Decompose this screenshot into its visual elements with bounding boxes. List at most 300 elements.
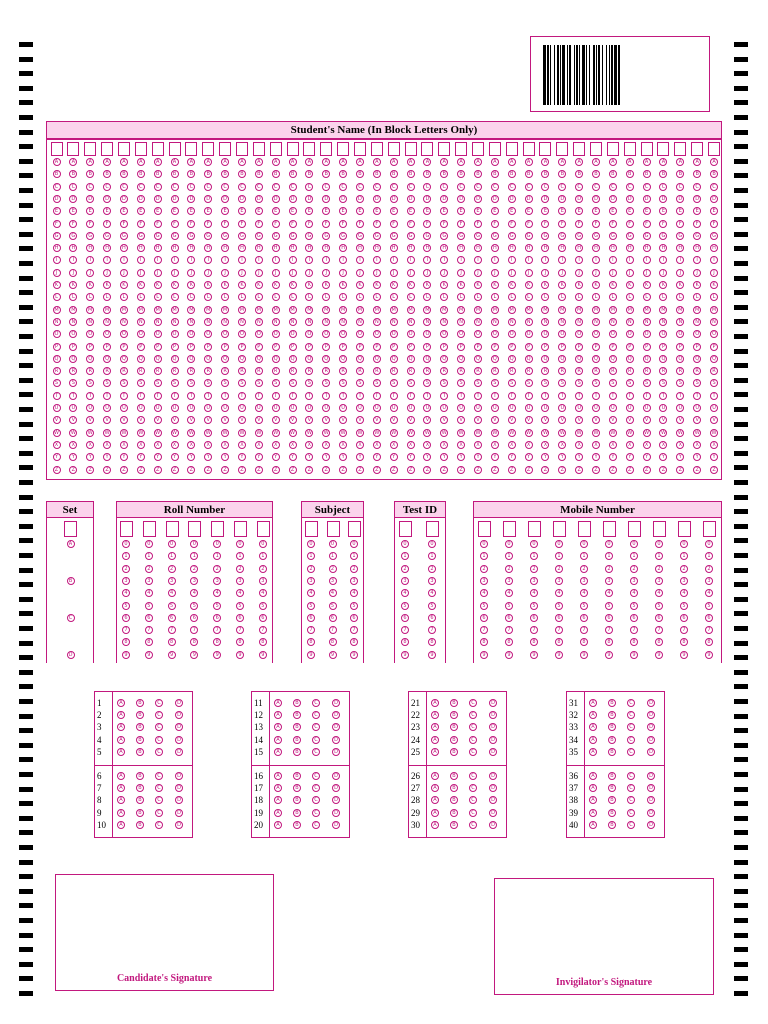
answer-bubble-c[interactable]: C [155, 772, 163, 780]
name-bubble-t[interactable]: T [457, 392, 465, 400]
mobile-number-bubble-4[interactable]: 4 [480, 589, 488, 597]
name-bubble-k[interactable]: K [373, 281, 381, 289]
name-bubble-k[interactable]: K [339, 281, 347, 289]
name-bubble-o[interactable]: O [491, 330, 499, 338]
name-bubble-e[interactable]: E [609, 207, 617, 215]
mobile-number-bubble-0[interactable]: 0 [530, 540, 538, 548]
name-bubble-z[interactable]: Z [187, 466, 195, 474]
name-bubble-l[interactable]: L [289, 293, 297, 301]
mobile-number-bubble-9[interactable]: 9 [705, 651, 713, 659]
name-bubble-b[interactable]: B [457, 170, 465, 178]
answer-bubble-d[interactable]: D [175, 809, 183, 817]
name-bubble-i[interactable]: I [659, 256, 667, 264]
name-bubble-u[interactable]: U [86, 404, 94, 412]
name-bubble-f[interactable]: F [289, 220, 297, 228]
name-bubble-i[interactable]: I [457, 256, 465, 264]
name-bubble-v[interactable]: V [103, 416, 111, 424]
name-bubble-q[interactable]: Q [693, 355, 701, 363]
mobile-number-bubble-4[interactable]: 4 [630, 589, 638, 597]
name-bubble-a[interactable]: A [339, 158, 347, 166]
name-write-box[interactable] [573, 142, 585, 156]
name-bubble-s[interactable]: S [474, 379, 482, 387]
name-bubble-f[interactable]: F [69, 220, 77, 228]
name-bubble-x[interactable]: X [272, 441, 280, 449]
name-bubble-p[interactable]: P [491, 343, 499, 351]
mobile-number-bubble-3[interactable]: 3 [505, 577, 513, 585]
name-bubble-g[interactable]: G [238, 232, 246, 240]
name-bubble-v[interactable]: V [120, 416, 128, 424]
name-bubble-x[interactable]: X [53, 441, 61, 449]
subject-bubble-9[interactable]: 9 [350, 651, 358, 659]
name-bubble-w[interactable]: W [340, 429, 346, 436]
name-bubble-w[interactable]: W [54, 429, 59, 436]
name-bubble-b[interactable]: B [390, 170, 398, 178]
name-bubble-a[interactable]: A [86, 158, 94, 166]
name-bubble-p[interactable]: P [221, 343, 229, 351]
name-bubble-a[interactable]: A [440, 158, 448, 166]
name-bubble-y[interactable]: Y [187, 453, 195, 461]
name-bubble-s[interactable]: S [575, 379, 583, 387]
answer-bubble-a[interactable]: A [274, 736, 282, 744]
answer-bubble-b[interactable]: B [608, 711, 616, 719]
name-bubble-v[interactable]: V [693, 416, 701, 424]
name-bubble-b[interactable]: B [171, 170, 179, 178]
answer-bubble-d[interactable]: D [332, 736, 340, 744]
name-bubble-d[interactable]: D [171, 195, 179, 203]
name-bubble-c[interactable]: C [525, 183, 533, 191]
name-bubble-o[interactable]: O [541, 330, 549, 338]
answer-bubble-a[interactable]: A [117, 699, 125, 707]
name-bubble-u[interactable]: U [171, 404, 179, 412]
name-bubble-h[interactable]: H [693, 244, 701, 252]
answer-bubble-a[interactable]: A [274, 772, 282, 780]
name-bubble-d[interactable]: D [440, 195, 448, 203]
name-bubble-h[interactable]: H [171, 244, 179, 252]
roll-number-bubble-2[interactable]: 2 [145, 565, 153, 573]
name-bubble-o[interactable]: O [120, 330, 128, 338]
name-bubble-x[interactable]: X [356, 441, 364, 449]
name-bubble-y[interactable]: Y [221, 453, 229, 461]
answer-bubble-b[interactable]: B [136, 711, 144, 719]
name-bubble-t[interactable]: T [204, 392, 212, 400]
name-bubble-v[interactable]: V [356, 416, 364, 424]
answer-bubble-c[interactable]: C [627, 723, 635, 731]
name-bubble-d[interactable]: D [575, 195, 583, 203]
name-bubble-b[interactable]: B [693, 170, 701, 178]
roll-number-bubble-6[interactable]: 6 [190, 614, 198, 622]
answer-bubble-b[interactable]: B [450, 796, 458, 804]
mobile-number-bubble-9[interactable]: 9 [605, 651, 613, 659]
name-bubble-q[interactable]: Q [676, 355, 684, 363]
mobile-number-bubble-5[interactable]: 5 [580, 602, 588, 610]
name-write-box[interactable] [388, 142, 400, 156]
name-bubble-d[interactable]: D [710, 195, 718, 203]
name-bubble-h[interactable]: H [53, 244, 61, 252]
name-bubble-v[interactable]: V [575, 416, 583, 424]
subject-bubble-2[interactable]: 2 [350, 565, 358, 573]
name-bubble-y[interactable]: Y [339, 453, 347, 461]
name-bubble-x[interactable]: X [693, 441, 701, 449]
name-bubble-j[interactable]: J [137, 269, 145, 277]
test-id-bubble-5[interactable]: 5 [428, 602, 436, 610]
name-bubble-r[interactable]: R [693, 367, 701, 375]
name-bubble-e[interactable]: E [541, 207, 549, 215]
mobile-number-bubble-5[interactable]: 5 [505, 602, 513, 610]
name-bubble-f[interactable]: F [322, 220, 330, 228]
name-bubble-r[interactable]: R [103, 367, 111, 375]
name-bubble-q[interactable]: Q [356, 355, 364, 363]
name-bubble-m[interactable]: M [324, 306, 329, 313]
name-bubble-o[interactable]: O [457, 330, 465, 338]
name-bubble-d[interactable]: D [643, 195, 651, 203]
roll-number-bubble-2[interactable]: 2 [213, 565, 221, 573]
name-bubble-h[interactable]: H [575, 244, 583, 252]
name-bubble-f[interactable]: F [710, 220, 718, 228]
name-bubble-a[interactable]: A [390, 158, 398, 166]
name-bubble-y[interactable]: Y [305, 453, 313, 461]
name-bubble-a[interactable]: A [305, 158, 313, 166]
name-bubble-u[interactable]: U [592, 404, 600, 412]
name-bubble-j[interactable]: J [103, 269, 111, 277]
name-bubble-o[interactable]: O [204, 330, 212, 338]
name-bubble-v[interactable]: V [609, 416, 617, 424]
name-bubble-e[interactable]: E [339, 207, 347, 215]
name-bubble-p[interactable]: P [643, 343, 651, 351]
name-bubble-b[interactable]: B [53, 170, 61, 178]
answer-bubble-d[interactable]: D [175, 723, 183, 731]
name-bubble-k[interactable]: K [103, 281, 111, 289]
name-bubble-r[interactable]: R [390, 367, 398, 375]
name-bubble-k[interactable]: K [204, 281, 212, 289]
name-bubble-t[interactable]: T [676, 392, 684, 400]
answer-bubble-b[interactable]: B [293, 796, 301, 804]
answer-bubble-d[interactable]: D [175, 821, 183, 829]
name-bubble-l[interactable]: L [440, 293, 448, 301]
mobile-number-bubble-9[interactable]: 9 [680, 651, 688, 659]
name-write-box[interactable] [405, 142, 417, 156]
name-bubble-h[interactable]: H [508, 244, 516, 252]
mobile-number-bubble-9[interactable]: 9 [655, 651, 663, 659]
subject-write-box[interactable] [327, 521, 340, 537]
name-bubble-y[interactable]: Y [53, 453, 61, 461]
name-bubble-i[interactable]: I [390, 256, 398, 264]
name-bubble-b[interactable]: B [609, 170, 617, 178]
name-bubble-e[interactable]: E [575, 207, 583, 215]
subject-bubble-4[interactable]: 4 [307, 589, 315, 597]
name-write-box[interactable] [539, 142, 551, 156]
answer-bubble-a[interactable]: A [589, 699, 597, 707]
mobile-number-bubble-8[interactable]: 8 [655, 638, 663, 646]
name-bubble-l[interactable]: L [238, 293, 246, 301]
name-bubble-o[interactable]: O [339, 330, 347, 338]
name-bubble-c[interactable]: C [609, 183, 617, 191]
name-bubble-z[interactable]: Z [137, 466, 145, 474]
name-bubble-a[interactable]: A [474, 158, 482, 166]
name-bubble-v[interactable]: V [710, 416, 718, 424]
roll-number-bubble-1[interactable]: 1 [259, 552, 267, 560]
name-bubble-u[interactable]: U [474, 404, 482, 412]
name-bubble-m[interactable]: M [543, 306, 548, 313]
name-bubble-x[interactable]: X [390, 441, 398, 449]
name-bubble-w[interactable]: W [87, 429, 93, 436]
name-bubble-r[interactable]: R [525, 367, 533, 375]
answer-bubble-d[interactable]: D [489, 736, 497, 744]
name-bubble-g[interactable]: G [541, 232, 549, 240]
name-bubble-s[interactable]: S [373, 379, 381, 387]
name-bubble-w[interactable]: W [222, 429, 228, 436]
answer-bubble-a[interactable]: A [274, 699, 282, 707]
roll-number-bubble-7[interactable]: 7 [122, 626, 130, 634]
name-bubble-s[interactable]: S [272, 379, 280, 387]
answer-bubble-b[interactable]: B [608, 772, 616, 780]
name-bubble-q[interactable]: Q [53, 355, 61, 363]
name-write-box[interactable] [506, 142, 518, 156]
name-bubble-t[interactable]: T [103, 392, 111, 400]
name-bubble-k[interactable]: K [356, 281, 364, 289]
name-bubble-y[interactable]: Y [659, 453, 667, 461]
test-id-bubble-6[interactable]: 6 [428, 614, 436, 622]
roll-number-bubble-2[interactable]: 2 [168, 565, 176, 573]
name-bubble-i[interactable]: I [676, 256, 684, 264]
answer-bubble-c[interactable]: C [469, 772, 477, 780]
name-bubble-m[interactable]: M [71, 306, 76, 313]
name-bubble-e[interactable]: E [525, 207, 533, 215]
mobile-number-bubble-2[interactable]: 2 [680, 565, 688, 573]
mobile-number-bubble-3[interactable]: 3 [480, 577, 488, 585]
name-bubble-x[interactable]: X [525, 441, 533, 449]
name-bubble-r[interactable]: R [339, 367, 347, 375]
answer-bubble-b[interactable]: B [136, 796, 144, 804]
name-bubble-b[interactable]: B [710, 170, 718, 178]
name-bubble-e[interactable]: E [710, 207, 718, 215]
name-bubble-c[interactable]: C [676, 183, 684, 191]
subject-bubble-5[interactable]: 5 [307, 602, 315, 610]
roll-number-bubble-2[interactable]: 2 [259, 565, 267, 573]
name-bubble-l[interactable]: L [272, 293, 280, 301]
name-bubble-x[interactable]: X [659, 441, 667, 449]
roll-number-bubble-9[interactable]: 9 [213, 651, 221, 659]
name-bubble-s[interactable]: S [120, 379, 128, 387]
answer-bubble-c[interactable]: C [312, 784, 320, 792]
name-bubble-g[interactable]: G [373, 232, 381, 240]
name-bubble-u[interactable]: U [575, 404, 583, 412]
name-bubble-k[interactable]: K [322, 281, 330, 289]
name-bubble-y[interactable]: Y [272, 453, 280, 461]
answer-bubble-d[interactable]: D [175, 711, 183, 719]
name-bubble-e[interactable]: E [558, 207, 566, 215]
name-bubble-l[interactable]: L [457, 293, 465, 301]
name-bubble-g[interactable]: G [710, 232, 718, 240]
name-bubble-j[interactable]: J [440, 269, 448, 277]
name-bubble-d[interactable]: D [154, 195, 162, 203]
name-bubble-e[interactable]: E [171, 207, 179, 215]
mobile-number-bubble-4[interactable]: 4 [680, 589, 688, 597]
name-bubble-j[interactable]: J [221, 269, 229, 277]
subject-bubble-2[interactable]: 2 [329, 565, 337, 573]
name-bubble-n[interactable]: N [592, 318, 600, 326]
name-bubble-g[interactable]: G [356, 232, 364, 240]
answer-bubble-c[interactable]: C [627, 784, 635, 792]
name-bubble-l[interactable]: L [508, 293, 516, 301]
name-bubble-e[interactable]: E [305, 207, 313, 215]
name-bubble-h[interactable]: H [457, 244, 465, 252]
name-bubble-r[interactable]: R [289, 367, 297, 375]
name-bubble-v[interactable]: V [676, 416, 684, 424]
name-bubble-d[interactable]: D [525, 195, 533, 203]
roll-number-bubble-6[interactable]: 6 [213, 614, 221, 622]
name-bubble-s[interactable]: S [103, 379, 111, 387]
subject-bubble-1[interactable]: 1 [350, 552, 358, 560]
subject-bubble-7[interactable]: 7 [307, 626, 315, 634]
name-bubble-x[interactable]: X [204, 441, 212, 449]
roll-number-bubble-1[interactable]: 1 [236, 552, 244, 560]
name-bubble-p[interactable]: P [103, 343, 111, 351]
name-bubble-l[interactable]: L [710, 293, 718, 301]
answer-bubble-b[interactable]: B [450, 723, 458, 731]
name-bubble-q[interactable]: Q [457, 355, 465, 363]
name-bubble-c[interactable]: C [440, 183, 448, 191]
mobile-number-bubble-6[interactable]: 6 [605, 614, 613, 622]
name-bubble-p[interactable]: P [457, 343, 465, 351]
name-bubble-z[interactable]: Z [457, 466, 465, 474]
name-bubble-v[interactable]: V [390, 416, 398, 424]
name-bubble-w[interactable]: W [526, 429, 532, 436]
mobile-number-bubble-8[interactable]: 8 [480, 638, 488, 646]
name-bubble-u[interactable]: U [440, 404, 448, 412]
name-bubble-k[interactable]: K [710, 281, 718, 289]
name-bubble-u[interactable]: U [238, 404, 246, 412]
name-bubble-s[interactable]: S [255, 379, 263, 387]
name-bubble-m[interactable]: M [138, 306, 143, 313]
name-bubble-z[interactable]: Z [69, 466, 77, 474]
name-bubble-i[interactable]: I [643, 256, 651, 264]
name-bubble-n[interactable]: N [238, 318, 246, 326]
name-bubble-u[interactable]: U [423, 404, 431, 412]
name-bubble-s[interactable]: S [322, 379, 330, 387]
roll-number-bubble-8[interactable]: 8 [145, 638, 153, 646]
mobile-number-bubble-2[interactable]: 2 [480, 565, 488, 573]
name-bubble-i[interactable]: I [491, 256, 499, 264]
mobile-number-bubble-1[interactable]: 1 [505, 552, 513, 560]
name-bubble-c[interactable]: C [356, 183, 364, 191]
mobile-number-bubble-4[interactable]: 4 [705, 589, 713, 597]
name-bubble-e[interactable]: E [626, 207, 634, 215]
name-bubble-f[interactable]: F [491, 220, 499, 228]
name-bubble-h[interactable]: H [187, 244, 195, 252]
answer-bubble-a[interactable]: A [117, 711, 125, 719]
mobile-number-write-box[interactable] [478, 521, 491, 537]
answer-bubble-d[interactable]: D [647, 784, 655, 792]
name-bubble-y[interactable]: Y [541, 453, 549, 461]
name-bubble-x[interactable]: X [423, 441, 431, 449]
name-bubble-a[interactable]: A [322, 158, 330, 166]
name-bubble-v[interactable]: V [474, 416, 482, 424]
name-bubble-z[interactable]: Z [322, 466, 330, 474]
name-bubble-u[interactable]: U [643, 404, 651, 412]
name-bubble-b[interactable]: B [626, 170, 634, 178]
mobile-number-bubble-2[interactable]: 2 [555, 565, 563, 573]
name-bubble-s[interactable]: S [289, 379, 297, 387]
name-bubble-p[interactable]: P [69, 343, 77, 351]
name-bubble-o[interactable]: O [575, 330, 583, 338]
mobile-number-bubble-6[interactable]: 6 [580, 614, 588, 622]
name-bubble-o[interactable]: O [390, 330, 398, 338]
subject-write-box[interactable] [348, 521, 361, 537]
name-bubble-s[interactable]: S [693, 379, 701, 387]
test-id-bubble-2[interactable]: 2 [401, 565, 409, 573]
answer-bubble-c[interactable]: C [312, 723, 320, 731]
mobile-number-bubble-0[interactable]: 0 [630, 540, 638, 548]
name-bubble-z[interactable]: Z [53, 466, 61, 474]
name-bubble-j[interactable]: J [154, 269, 162, 277]
name-bubble-i[interactable]: I [609, 256, 617, 264]
name-bubble-m[interactable]: M [661, 306, 666, 313]
name-bubble-y[interactable]: Y [390, 453, 398, 461]
answer-bubble-a[interactable]: A [117, 748, 125, 756]
roll-number-bubble-2[interactable]: 2 [122, 565, 130, 573]
name-bubble-n[interactable]: N [676, 318, 684, 326]
name-bubble-r[interactable]: R [238, 367, 246, 375]
name-bubble-w[interactable]: W [172, 429, 177, 436]
name-bubble-r[interactable]: R [356, 367, 364, 375]
name-bubble-p[interactable]: P [710, 343, 718, 351]
name-bubble-o[interactable]: O [440, 330, 448, 338]
name-bubble-v[interactable]: V [289, 416, 297, 424]
name-bubble-b[interactable]: B [120, 170, 128, 178]
name-write-box[interactable] [287, 142, 299, 156]
name-bubble-q[interactable]: Q [643, 355, 651, 363]
name-bubble-b[interactable]: B [272, 170, 280, 178]
name-bubble-j[interactable]: J [339, 269, 347, 277]
name-bubble-k[interactable]: K [390, 281, 398, 289]
name-bubble-u[interactable]: U [541, 404, 549, 412]
name-bubble-g[interactable]: G [221, 232, 229, 240]
roll-number-bubble-1[interactable]: 1 [190, 552, 198, 560]
answer-bubble-b[interactable]: B [608, 723, 616, 731]
answer-bubble-c[interactable]: C [312, 809, 320, 817]
name-bubble-c[interactable]: C [120, 183, 128, 191]
answer-bubble-d[interactable]: D [175, 784, 183, 792]
name-bubble-b[interactable]: B [643, 170, 651, 178]
name-bubble-d[interactable]: D [373, 195, 381, 203]
subject-bubble-3[interactable]: 3 [329, 577, 337, 585]
answer-bubble-a[interactable]: A [274, 809, 282, 817]
name-bubble-y[interactable]: Y [693, 453, 701, 461]
name-bubble-x[interactable]: X [626, 441, 634, 449]
name-bubble-a[interactable]: A [575, 158, 583, 166]
name-bubble-w[interactable]: W [205, 429, 211, 436]
name-bubble-v[interactable]: V [187, 416, 195, 424]
name-bubble-d[interactable]: D [187, 195, 195, 203]
name-bubble-h[interactable]: H [305, 244, 313, 252]
name-bubble-z[interactable]: Z [120, 466, 128, 474]
name-bubble-r[interactable]: R [676, 367, 684, 375]
name-bubble-o[interactable]: O [710, 330, 718, 338]
test-id-bubble-6[interactable]: 6 [401, 614, 409, 622]
mobile-number-bubble-9[interactable]: 9 [580, 651, 588, 659]
mobile-number-bubble-8[interactable]: 8 [555, 638, 563, 646]
name-bubble-z[interactable]: Z [390, 466, 398, 474]
name-bubble-o[interactable]: O [373, 330, 381, 338]
name-bubble-s[interactable]: S [305, 379, 313, 387]
mobile-number-bubble-0[interactable]: 0 [705, 540, 713, 548]
name-bubble-s[interactable]: S [390, 379, 398, 387]
name-bubble-o[interactable]: O [187, 330, 195, 338]
name-bubble-g[interactable]: G [659, 232, 667, 240]
answer-bubble-c[interactable]: C [155, 809, 163, 817]
name-bubble-h[interactable]: H [154, 244, 162, 252]
name-bubble-s[interactable]: S [69, 379, 77, 387]
